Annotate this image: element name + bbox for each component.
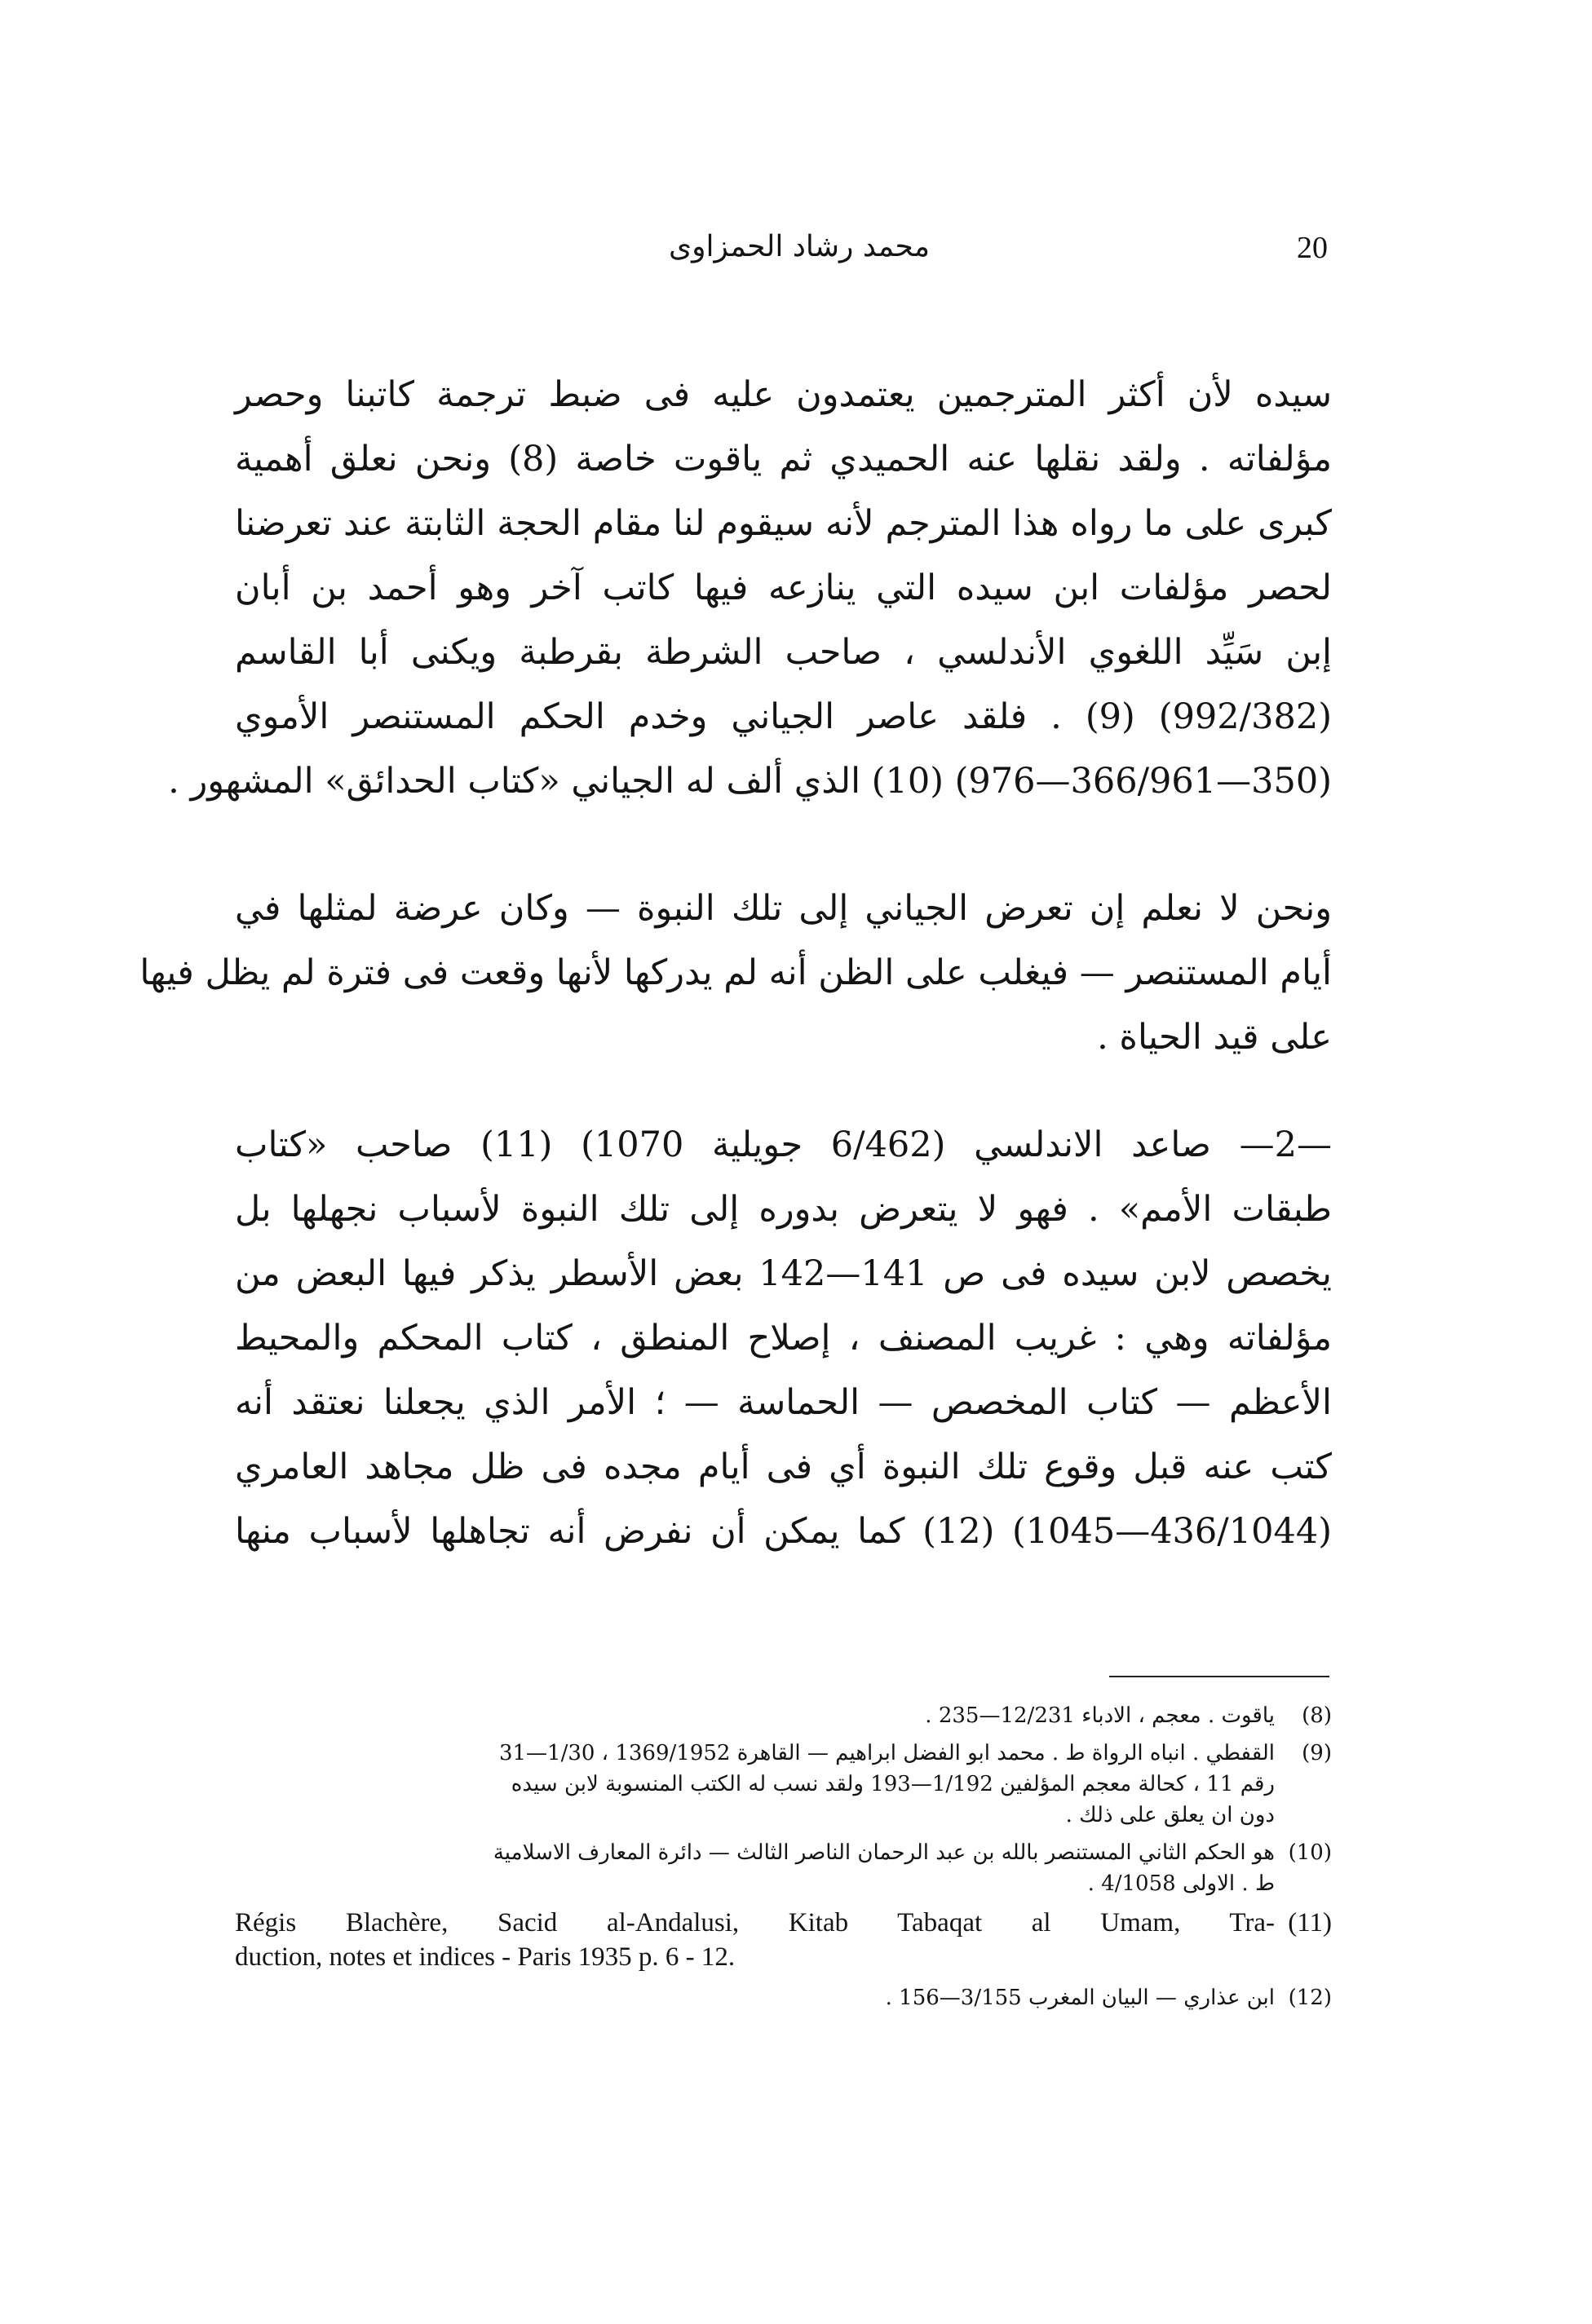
footnote-divider <box>1109 1676 1329 1677</box>
footnote-line: duction, notes et indices - Paris 1935 p. 6 - 12. <box>235 1942 736 1972</box>
text-line: على قيد الحياة . <box>1097 1017 1332 1058</box>
footnote-11 <box>235 1906 1332 1974</box>
text-line: (350—366/961—976) (10) الذي ألف له الجياني «كتاب الحدائق» المشهور . <box>168 761 1332 802</box>
text-line: كتب عنه قبل وقوع تلك النبوة أي فى أيام مجده فى ظل مجاهد العامري <box>235 1447 1332 1487</box>
running-head: محمد رشاد الحمزاوى <box>668 230 931 263</box>
text-line: الأعظم — كتاب المخصص — الحماسة — ؛ الأمر الذي يجعلنا نعتقد أنه <box>235 1382 1332 1423</box>
text-line: (992/382) (9) . فلقد عاصر الجياني وخدم الحكم المستنصر الأموي <box>235 696 1332 737</box>
footnote-number: (10) <box>1288 1840 1332 1865</box>
footnote-line: دون ان يعلق على ذلك . <box>1065 1803 1275 1827</box>
page-number: 20 <box>1297 231 1328 265</box>
footnote-line: رقم 11 ، كحالة معجم المؤلفين 1/192—193 ولقد نسب له الكتب المنسوبة لابن سيده <box>511 1772 1275 1796</box>
text-line: يخصص لابن سيده فى ص 141—142 بعض الأسطر يذكر فيها البعض من <box>235 1253 1332 1294</box>
footnote-line: Régis Blachère, Sacid al-Andalusi, Kitab Tabaqat al Umam, Tra- <box>235 1908 1275 1937</box>
text-line: سيده لأن أكثر المترجمين يعتمدون عليه فى ضبط ترجمة كاتبنا وحصر <box>235 374 1332 415</box>
footnote-10 <box>235 1837 1332 1899</box>
footnote-number: (9) <box>1302 1741 1332 1765</box>
paragraph-3 <box>235 1113 1332 1564</box>
footnote-number: (11) <box>1288 1908 1332 1937</box>
paragraph-2 <box>139 877 1332 1070</box>
footnotes <box>235 1700 1332 2020</box>
footnote-number: (12) <box>1288 1986 1332 2010</box>
footnote-line: القفطي . انباه الرواة ط . محمد ابو الفضل ابراهيم — القاهرة 1369/1952 ، 1/30—31 <box>498 1741 1275 1765</box>
text-line: طبقات الأمم» . فهو لا يتعرض بدوره إلى تلك النبوة لأسباب نجهلها بل <box>235 1189 1332 1230</box>
text-line: مؤلفاته وهي : غريب المصنف ، إصلاح المنطق ، كتاب المحكم والمحيط <box>235 1318 1333 1359</box>
footnote-9 <box>235 1738 1332 1831</box>
text-line: كبرى على ما رواه هذا المترجم لأنه سيقوم لنا مقام الحجة الثابتة عند تعرضنا <box>235 503 1332 544</box>
text-line: إبن سَيِّد اللغوي الأندلسي ، صاحب الشرطة بقرطبة ويكنى أبا القاسم <box>235 632 1332 673</box>
text-line: ونحن لا نعلم إن تعرض الجياني إلى تلك النبوة — وكان عرضة لمثلها في <box>235 888 1332 929</box>
footnote-line: ط . الاولى 4/1058 . <box>1087 1871 1275 1896</box>
footnote-number: (8) <box>1302 1703 1332 1728</box>
paragraph-1 <box>168 363 1332 814</box>
text-line: (436/1044—1045) (12) كما يمكن أن نفرض أنه تجاهلها لأسباب منها <box>235 1511 1332 1552</box>
footnote-12 <box>235 1982 1332 2013</box>
text-line: أيام المستنصر — فيغلب على الظن أنه لم يدركها لأنها وقعت فى فترة لم يظل فيها <box>139 952 1332 993</box>
text-line: مؤلفاته . ولقد نقلها عنه الحميدي ثم ياقوت خاصة (8) ونحن نعلق أهمية <box>235 439 1332 479</box>
footnote-line: ياقوت . معجم ، الادباء 12/231—235 . <box>925 1703 1275 1728</box>
text-line: لحصر مؤلفات ابن سيده التي ينازعه فيها كاتب آخر وهو أحمد بن أبان <box>235 568 1332 608</box>
footnote-line: هو الحكم الثاني المستنصر بالله بن عبد الرحمان الناصر الثالث — دائرة المعارف الاسلامية <box>493 1840 1275 1865</box>
text-line: —2— صاعد الاندلسي (6/462 جويلية 1070) (11) صاحب «كتاب <box>235 1124 1332 1165</box>
footnote-8 <box>235 1700 1332 1731</box>
footnote-line: ابن عذاري — البيان المغرب 3/155—156 . <box>885 1986 1275 2010</box>
